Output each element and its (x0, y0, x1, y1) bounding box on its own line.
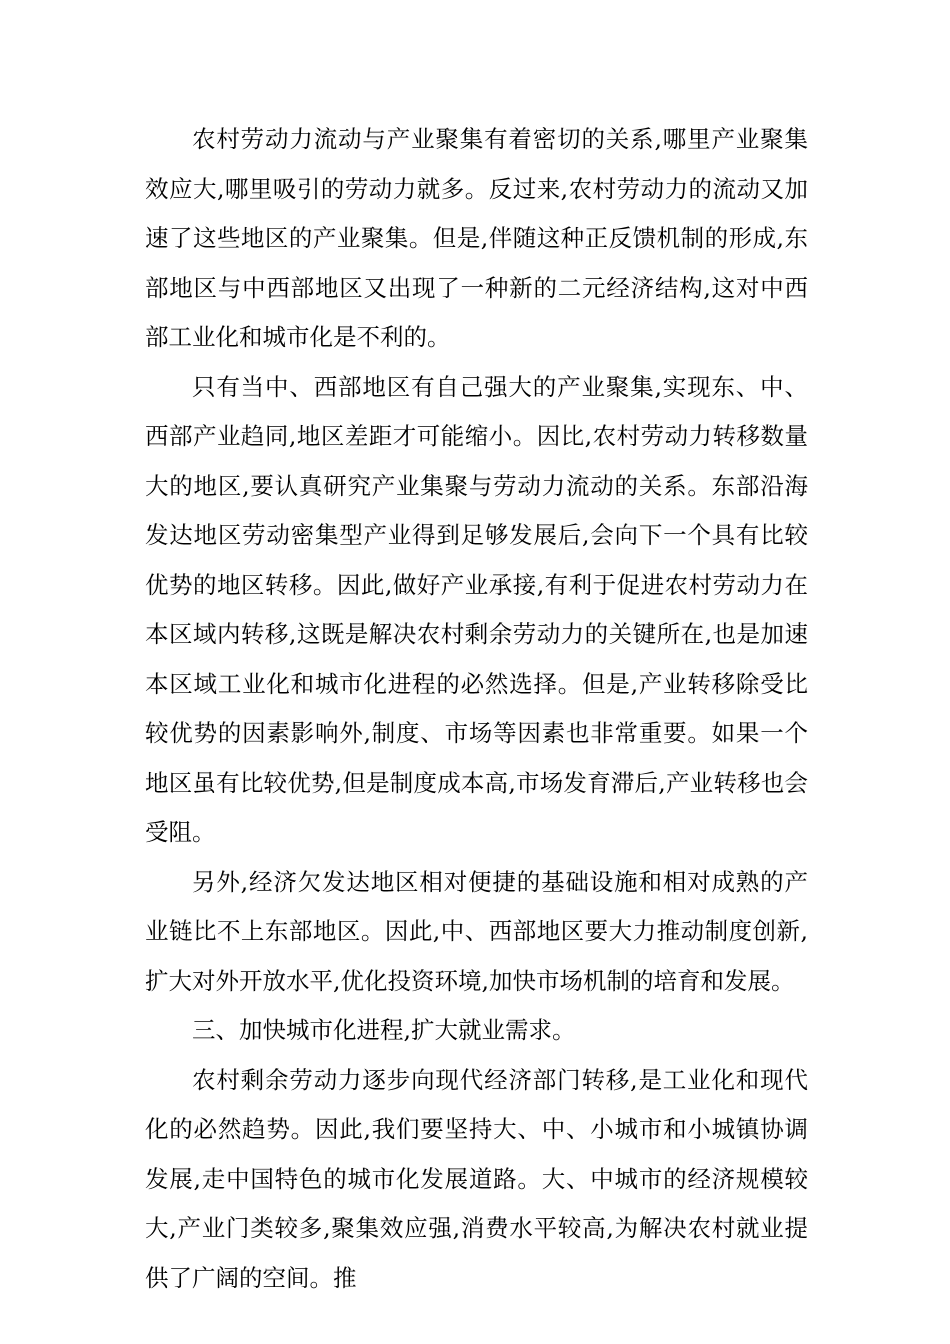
document-page (145, 115, 808, 1303)
paragraph-labor-flow-industry-cluster: 农村劳动力流动与产业聚集有着密切的关系,哪里产业聚集效应大,哪里吸引的劳动力就多。反过来,农村劳动力的流动又加速了这些地区的产业聚集。但是,伴随这种正反馈机制的形成,东部地区与中西部地区又出现了一种新的二元经济结构,这对中西部工业化和城市化是不利的。 (145, 125, 808, 351)
section-heading-urbanization: 三、加快城市化进程,扩大就业需求。 (192, 1016, 576, 1044)
paragraph-institutional-innovation: 另外,经济欠发达地区相对便捷的基础设施和相对成熟的产业链比不上东部地区。因此,中、西部地区要大力推动制度创新,扩大对外开放水平,优化投资环境,加快市场机制的培育和发展。 (145, 867, 808, 995)
paragraph-urbanization-employment: 农村剩余劳动力逐步向现代经济部门转移,是工业化和现代化的必然趋势。因此,我们要坚持大、中、小城市和小城镇协调发展,走中国特色的城市化发展道路。大、中城市的经济规模较大,产业门类较多,聚集效应强,消费水平较高,为解决农村就业提供了广阔的空间。推 (145, 1065, 808, 1292)
paragraph-central-western-industry-cluster: 只有当中、西部地区有自己强大的产业聚集,实现东、中、西部产业趋同,地区差距才可能缩小。因比,农村劳动力转移数量大的地区,要认真研究产业集聚与劳动力流动的关系。东部沿海发达地区劳动密集型产业得到足够发展后,会向下一个具有比较优势的地区转移。因此,做好产业承接,有利于促进农村劳动力在本区域内转移,这既是解决农村剩余劳动力的关键所在,也是加速本区域工业化和城市化进程的必然选择。但是,产业转移除受比较优势的因素影响外,制度、市场等因素也非常重要。如果一个地区虽有比较优势,但是制度成本高,市场发育滞后,产业转移也会受阻。 (145, 372, 808, 846)
